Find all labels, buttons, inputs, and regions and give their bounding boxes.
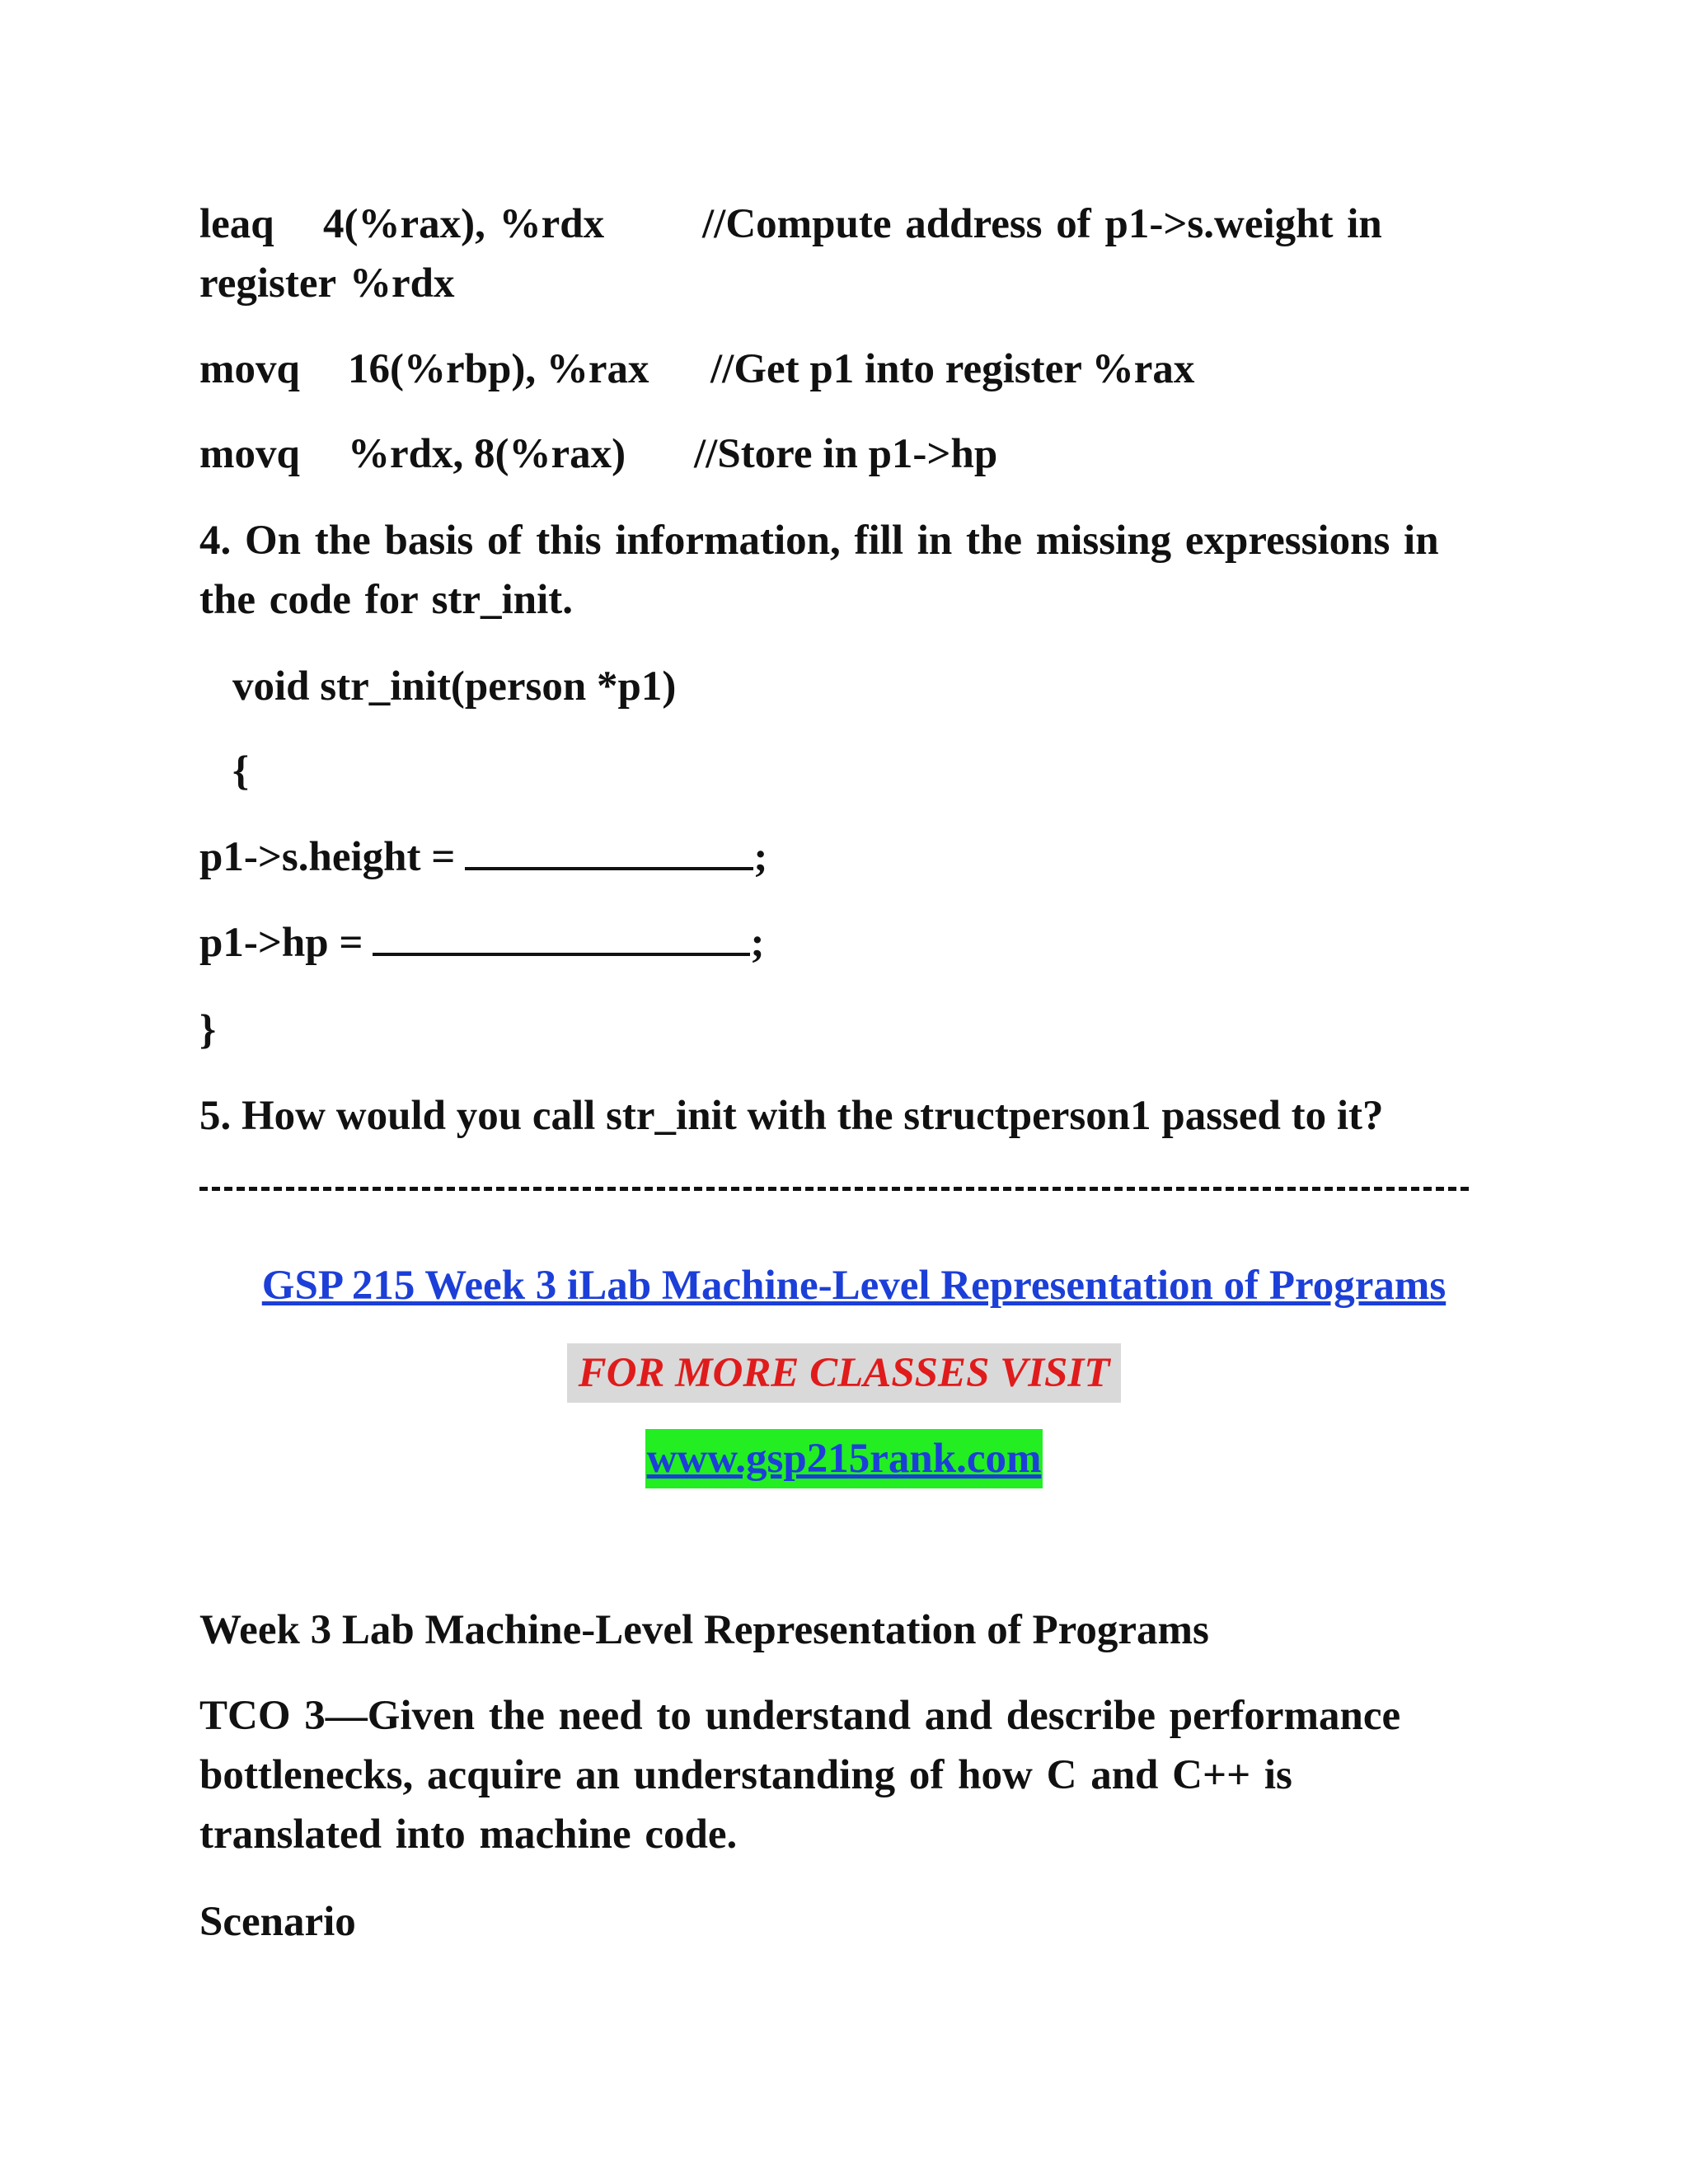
asm-line-2 [199, 340, 1194, 399]
asm-op: movq [199, 346, 300, 392]
promo-banner: FOR MORE CLASSES VISIT [567, 1343, 1122, 1403]
semicolon: ; [753, 834, 768, 880]
link-title-row [10, 1256, 1688, 1315]
code-signature: void str_init(person *p1) [232, 663, 677, 710]
code-line-hp [199, 913, 764, 972]
scenario-heading: Scenario [199, 1899, 356, 1945]
asm-line-3 [199, 424, 997, 484]
question-4: 4. On the basis of this information, fill in the missing expressions in the code for str_init. [199, 518, 1439, 623]
question-5: 5. How would you call str_init with the structperson1 passed to it? [199, 1093, 1384, 1139]
asm-op: movq [199, 431, 300, 477]
website-link[interactable]: www.gsp215rank.com [645, 1429, 1043, 1488]
asm-args: %rdx, 8(%rax) [348, 431, 626, 477]
semicolon: ; [750, 920, 765, 966]
code-lhs: p1->hp = [199, 920, 363, 966]
answer-blank-1 [465, 829, 753, 870]
lab-title: Week 3 Lab Machine-Level Representation of Programs [199, 1607, 1209, 1653]
tco-paragraph: TCO 3—Given the need to understand and describe performance bottlenecks, acquire an understanding of how C and C++ is translated into machine code. [199, 1693, 1401, 1858]
website-row [0, 1429, 1688, 1488]
asm-args: 4(%rax), %rdx [323, 201, 605, 247]
divider [199, 1187, 1469, 1191]
asm-op: leaq [199, 201, 274, 247]
answer-blank-2 [373, 915, 750, 956]
asm-args: 16(%rbp), %rax [348, 346, 649, 392]
code-lhs: p1->s.height = [199, 834, 456, 880]
asm-comment: //Get p1 into register %rax [710, 346, 1195, 392]
asm-comment: //Compute address of p1->s.weight in register %rdx [199, 201, 1382, 307]
code-line-height [199, 827, 767, 887]
link-title[interactable]: GSP 215 Week 3 iLab Machine-Level Representation of Programs [261, 1263, 1447, 1309]
asm-comment: //Store in p1->hp [694, 431, 998, 477]
code-open-brace: { [232, 748, 250, 794]
code-close-brace: } [199, 1007, 217, 1053]
promo-row [0, 1343, 1688, 1403]
asm-line-1 [199, 194, 1485, 313]
